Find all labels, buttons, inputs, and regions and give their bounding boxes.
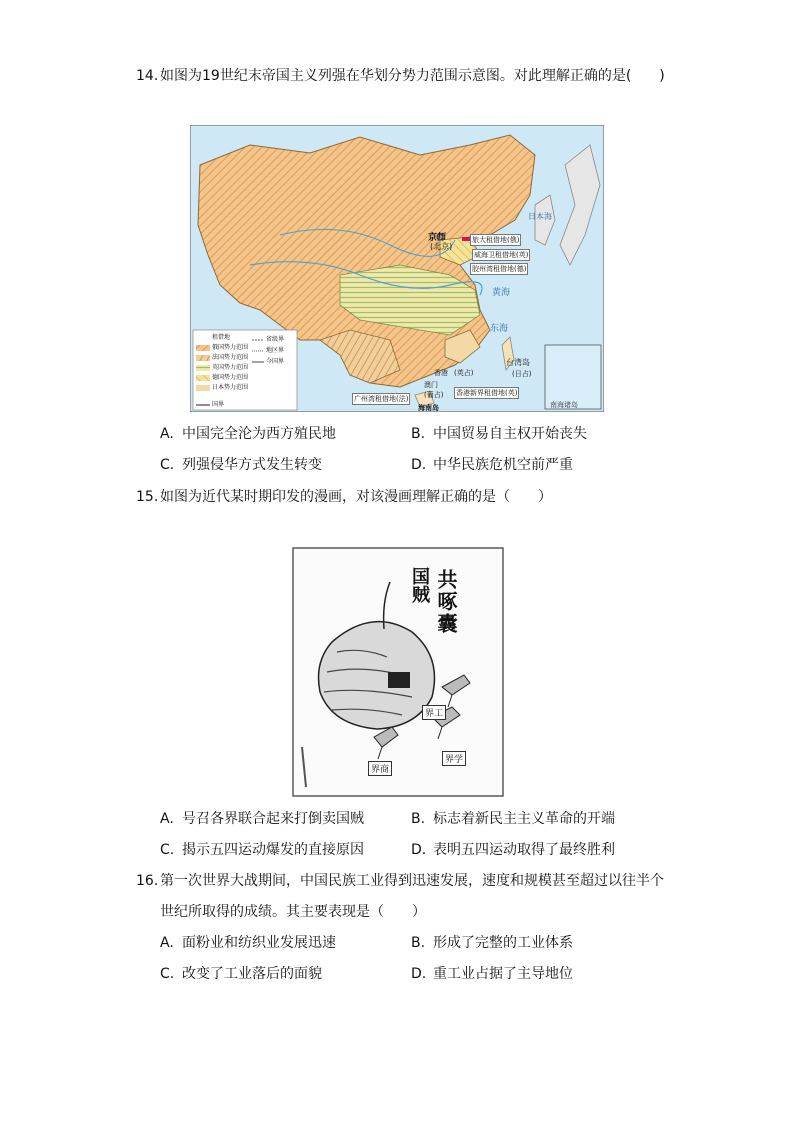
question-number: 15. xyxy=(136,489,159,505)
question-16-stem-line2 xyxy=(160,902,426,922)
option-text: 标志着新民主主义革命的开端 xyxy=(433,811,615,827)
option-text: 重工业占据了主导地位 xyxy=(433,966,573,982)
option-text: 号召各界联合起来打倒卖国贼 xyxy=(182,811,364,827)
map-place-label: 香港 xyxy=(434,369,448,377)
option-16-d[interactable] xyxy=(411,964,573,984)
option-15-a[interactable] xyxy=(160,809,364,829)
option-letter: C. xyxy=(160,457,175,473)
option-14-b[interactable] xyxy=(411,424,587,444)
map-legend-label: 德国势力范围 xyxy=(212,374,249,381)
option-text: 表明五四运动取得了最终胜利 xyxy=(433,842,615,858)
question-15-stem xyxy=(136,487,552,507)
cartoon-label-students: 界学 xyxy=(442,751,466,766)
map-legend-label: 国界 xyxy=(212,401,225,408)
map-leased-label: 广州湾租借地(法) xyxy=(354,395,409,403)
option-14-d[interactable] xyxy=(411,455,573,475)
option-14-a[interactable] xyxy=(160,424,336,444)
option-letter: A. xyxy=(160,811,174,827)
option-16-b[interactable] xyxy=(411,933,573,953)
option-text: 中国贸易自主权开始丧失 xyxy=(433,426,587,442)
question-16-stem-line1 xyxy=(136,871,664,891)
option-text: 改变了工业落后的面貌 xyxy=(182,966,322,982)
option-text: 形成了完整的工业体系 xyxy=(433,935,573,951)
option-15-b[interactable] xyxy=(411,809,615,829)
map-leased-label: 胶州湾租借地(德) xyxy=(472,265,527,273)
question-number: 16. xyxy=(136,873,159,889)
option-letter: A. xyxy=(160,935,174,951)
option-text: 中国完全沦为西方殖民地 xyxy=(182,426,336,442)
map-leased-label: 威海卫租借地(英) xyxy=(474,251,529,259)
map-inset-label: 南海诸岛 xyxy=(550,401,578,409)
map-place-label: (葡占) xyxy=(424,391,444,399)
option-letter: C. xyxy=(160,966,175,982)
option-14-c[interactable] xyxy=(160,455,322,475)
map-capital-label: 京师 xyxy=(428,233,447,243)
question-text: 世纪所取得的成绩。其主要表现是（ ） xyxy=(160,904,426,920)
option-15-c[interactable] xyxy=(160,840,364,860)
cartoon-figure xyxy=(292,547,504,801)
option-letter: D. xyxy=(411,842,427,858)
sphere-of-influence-map xyxy=(190,125,604,416)
option-letter: B. xyxy=(411,935,426,951)
question-text: 如图为近代某时期印发的漫画，对该漫画理解正确的是（ ） xyxy=(160,489,552,505)
option-15-d[interactable] xyxy=(411,840,615,860)
cartoon-title-right: 共啄囊 xyxy=(434,569,458,635)
map-place-label: 海南岛 xyxy=(418,404,439,412)
question-text: 第一次世界大战期间，中国民族工业得到迅速发展，速度和规模甚至超过以往半个 xyxy=(160,873,664,889)
option-16-a[interactable] xyxy=(160,933,336,953)
question-text: 如图为19世纪末帝国主义列强在华划分势力范围示意图。对此理解正确的是( ) xyxy=(160,68,665,84)
map-legend-label: 英国势力范围 xyxy=(212,364,249,371)
map-leased-label: 香港新界租借地(英) xyxy=(456,389,518,397)
map-place-label: 台湾岛 xyxy=(506,358,530,367)
map-legend-label: 日本势力范围 xyxy=(212,384,249,391)
question-number: 14. xyxy=(136,68,159,84)
question-14-stem xyxy=(136,66,665,86)
map-leased-label: 旅大租借地(俄) xyxy=(472,236,520,244)
option-letter: D. xyxy=(411,457,427,473)
map-place-label: (日占) xyxy=(512,370,532,378)
option-text: 列强侵华方式发生转变 xyxy=(182,457,322,473)
map-legend-label: 地区界 xyxy=(266,347,285,354)
map-legend-label: 俄国势力范围 xyxy=(212,344,249,351)
option-letter: B. xyxy=(411,426,426,442)
cartoon-title-left: 国贼 xyxy=(409,567,430,603)
cartoon-label-merchants: 界商 xyxy=(368,761,392,776)
option-letter: D. xyxy=(411,966,427,982)
map-sea-label: 日本海 xyxy=(528,212,552,221)
option-text: 中华民族危机空前严重 xyxy=(433,457,573,473)
map-capital-sub-label: (北京) xyxy=(430,242,453,251)
map-legend-label: 法国势力范围 xyxy=(212,354,249,361)
map-legend-label: 今国界 xyxy=(266,358,285,365)
map-sea-label: 东海 xyxy=(490,324,509,334)
option-letter: C. xyxy=(160,842,175,858)
cartoon-label-workers: 界工 xyxy=(422,705,446,720)
map-legend-label: 租借地 xyxy=(212,334,231,341)
map-place-label: 澳门 xyxy=(424,381,438,389)
map-place-label: (英占) xyxy=(454,369,474,377)
option-16-c[interactable] xyxy=(160,964,322,984)
option-letter: A. xyxy=(160,426,174,442)
map-legend-label: 省级界 xyxy=(266,336,285,343)
option-text: 面粉业和纺织业发展迅速 xyxy=(182,935,336,951)
option-text: 揭示五四运动爆发的直接原因 xyxy=(182,842,364,858)
map-sea-label: 黄海 xyxy=(492,288,511,298)
option-letter: B. xyxy=(411,811,426,827)
